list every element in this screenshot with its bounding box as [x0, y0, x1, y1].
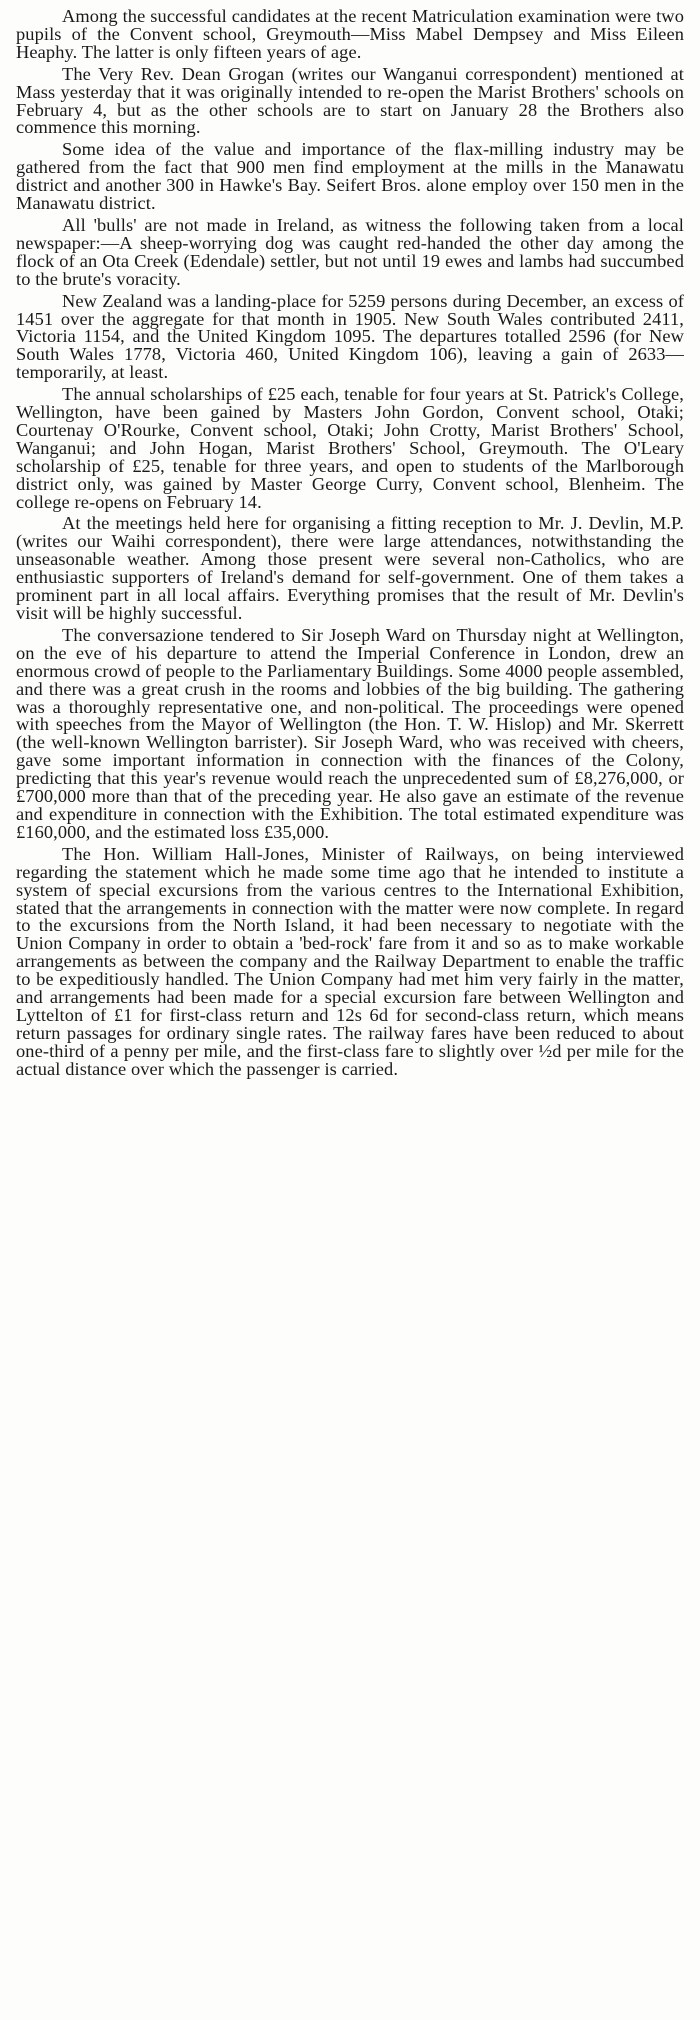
paragraph-bulls: All 'bulls' are not made in Ireland, as witness the following taken from a local newspaper:—A sheep-worrying dog was caught red-handed the other day among the flock of an Ota Creek (Edendale) settler, but not until 19 ewes and lambs had succumbed to the brute's voracity.: [16, 214, 684, 289]
paragraph-railway-excursions: The Hon. William Hall-Jones, Minister of Railways, on being interviewed regarding the statement which he made some time ago that he intended to institute a system of special excursions from the various centres to the International Exhibition, stated that the arrangements in connection with the matter were now complete. In regard to the excursions from the North Island, it had been necessary to negotiate with the Union Company in order to obtain a 'bed-rock' fare from it and so as to make workable arrangements as between the company and the Railway Department to enable the traffic to be expeditiously handled. The Union Company had met him very fairly in the matter, and arrangements had been made for a special excursion fare between Wellington and Lyttelton of £1 for first-class return and 12s 6d for second-class return, which means return passages for ordinary single rates. The railway fares have been reduced to about one-third of a penny per mile, and the first-class fare to slightly over ½d per mile for the actual distance over which the passenger is carried.: [16, 843, 684, 1079]
paragraph-conversazione: The conversazione tendered to Sir Joseph Ward on Thursday night at Wellington, on the eve of his departure to attend the Imperial Conference in London, drew an enormous crowd of people to the Parliamentary Buildings. Some 4000 people assembled, and there was a great crush in the rooms and lobbies of the big building. The gathering was a thoroughly representative one, and non-political. The proceedings were opened with speeches from the Mayor of Wellington (the Hon. T. W. Hislop) and Mr. Skerrett (the well-known Wellington barrister). Sir Joseph Ward, who was received with cheers, gave some important information in connection with the finances of the Colony, predicting that this year's revenue would reach the unprecedented sum of £8,276,000, or £700,000 more than that of the preceding year. He also gave an estimate of the revenue and expenditure in connection with the Exhibition. The total estimated expenditure was £160,000, and the estimated loss £35,000.: [16, 624, 684, 842]
paragraph-flax-milling: Some idea of the value and importance of the flax-milling industry may be gathered from the fact that 900 men find employment at the mills in the Manawatu district and another 300 in Hawke's Bay. Seifert Bros. alone employ over 150 men in the Manawatu district.: [16, 139, 684, 214]
article-column: [16, 8, 684, 1079]
paragraph-immigration: New Zealand was a landing-place for 5259 persons during December, an excess of 1451 over the aggregate for that month in 1905. New South Wales contributed 2411, Victoria 1154, and the United Kingdom 1095. The departures totalled 2596 (for New South Wales 1778, Victoria 460, United Kingdom 106), leaving a gain of 2633—temporarily, at least.: [16, 290, 684, 383]
paragraph-devlin-reception: At the meetings held here for organising a fitting reception to Mr. J. Devlin, M.P. (writes our Waihi correspondent), there were large attendances, notwithstanding the unseasonable weather. Among those present were several non-Catholics, who are enthusiastic supporters of Ireland's demand for self-government. One of them takes a prominent part in all local affairs. Everything promises that the result of Mr. Devlin's visit will be highly successful.: [16, 513, 684, 623]
paragraph-matriculation: Among the successful candidates at the recent Matriculation examination were two pupils of the Convent school, Greymouth—Miss Mabel Dempsey and Miss Eileen Heaphy. The latter is only fifteen years of age.: [16, 6, 684, 62]
paragraph-scholarships: The annual scholarships of £25 each, tenable for four years at St. Patrick's College, Wellington, have been gained by Masters John Gordon, Convent school, Otaki; Courtenay O'Rourke, Convent school, Otaki; John Crotty, Marist Brothers' School, Wanganui; and John Hogan, Marist Brothers' School, Greymouth. The O'Leary scholarship of £25, tenable for three years, and open to students of the Marlborough district only, was gained by Master George Curry, Convent school, Blenheim. The college re-opens on February 14.: [16, 384, 684, 512]
paragraph-marist-schools: The Very Rev. Dean Grogan (writes our Wanganui correspondent) mentioned at Mass yesterday that it was originally intended to re-open the Marist Brothers' schools on February 4, but as the other schools are to start on January 28 the Brothers also commence this morning.: [16, 63, 684, 138]
